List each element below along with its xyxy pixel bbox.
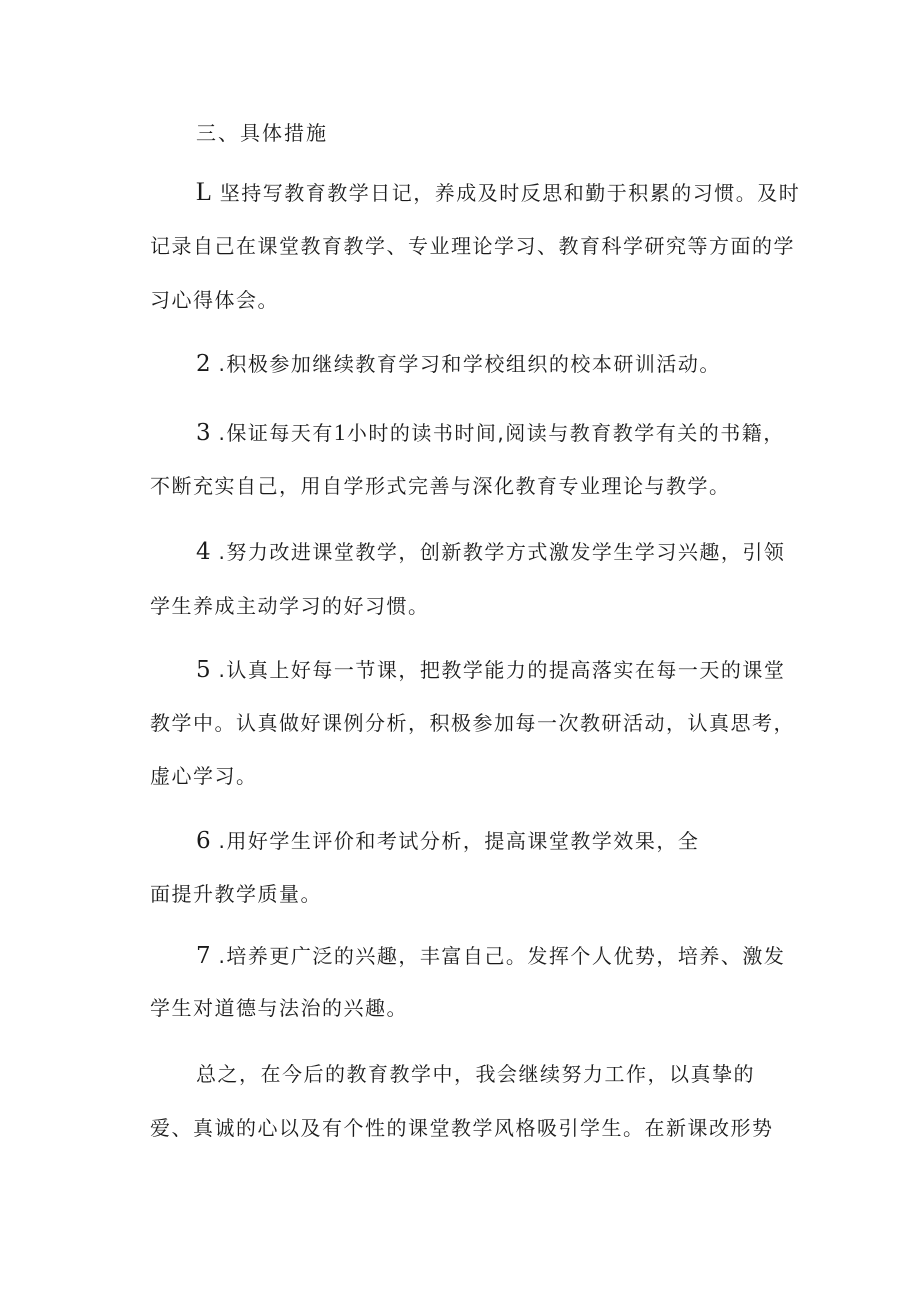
item-1-line-2: 记录自己在课堂教育教学、专业理论学习、教育科学研究等方面的学 — [150, 234, 795, 258]
item-2-text-1: .积极参加继续教育学习和学校组织的校本研训活动。 — [218, 352, 721, 376]
item-1-line-1 — [196, 178, 800, 207]
item-5-number: 5 — [196, 657, 211, 683]
item-3-text-1a: .保证每天有 — [218, 421, 334, 445]
item-6-number: 6 — [196, 828, 211, 854]
item-2-number: 2 — [196, 351, 211, 377]
item-4-line-1 — [196, 538, 785, 566]
item-7-line-1 — [196, 942, 785, 970]
item-5-line-1 — [196, 656, 785, 684]
item-1-line-3: 习心得体会。 — [150, 288, 279, 312]
item-3-hours: 1 — [333, 420, 347, 445]
item-3-number: 3 — [196, 420, 211, 446]
item-7-line-2: 学生对道德与法治的兴趣。 — [150, 996, 408, 1020]
item-3-text-1b: 小时的读书时间,阅读与教育教学有关的书籍， — [346, 421, 785, 445]
item-7-number: 7 — [196, 943, 211, 969]
item-4-text-1: .努力改进课堂教学，创新教学方式激发学生学习兴趣，引领 — [218, 540, 786, 564]
item-1-text-1: 坚持写教育教学日记，养成及时反思和勤于积累的习惯。及时 — [219, 181, 801, 205]
section-heading: 三、具体措施 — [196, 121, 328, 145]
item-4-number: 4 — [196, 539, 211, 565]
item-2-line-1 — [196, 350, 721, 378]
item-7-text-1: .培养更广泛的兴趣，丰富自己。发挥个人优势，培养、激发 — [218, 944, 786, 968]
conclusion-line-1: 总之，在今后的教育教学中，我会继续努力工作，以真挚的 — [196, 1062, 755, 1086]
conclusion-line-2: 爱、真诚的心以及有个性的课堂教学风格吸引学生。在新课改形势 — [150, 1116, 774, 1140]
item-1-number: L — [196, 177, 212, 206]
item-4-line-2: 学生养成主动学习的好习惯。 — [150, 594, 430, 618]
item-5-line-3: 虚心学习。 — [150, 764, 258, 788]
item-5-text-1: .认真上好每一节课，把教学能力的提高落实在每一天的课堂 — [218, 658, 786, 682]
item-5-line-2: 教学中。认真做好课例分析，积极参加每一次教研活动，认真思考， — [150, 711, 795, 735]
item-6-line-2: 面提升教学质量。 — [150, 882, 322, 906]
item-6-text-1: .用好学生评价和考试分析，提高课堂教学效果，全 — [218, 829, 700, 853]
item-3-line-1 — [196, 419, 785, 447]
item-3-line-2: 不断充实自己，用自学形式完善与深化教育专业理论与教学。 — [150, 474, 731, 498]
item-6-line-1 — [196, 827, 699, 855]
